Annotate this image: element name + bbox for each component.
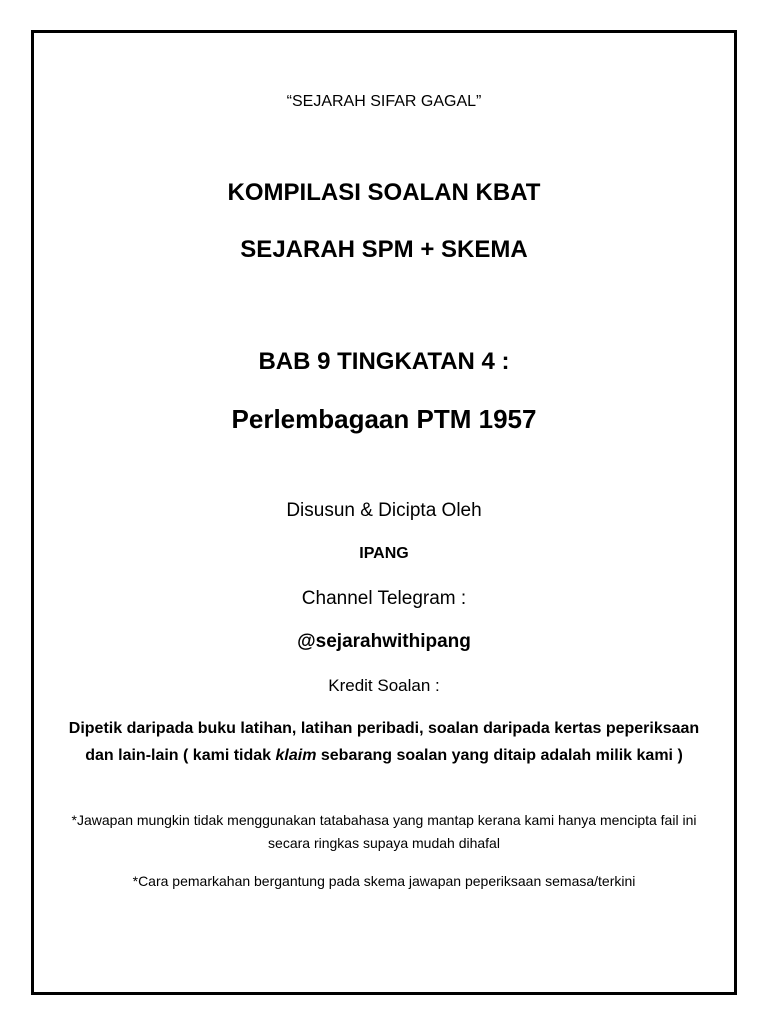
chapter-heading: BAB 9 TINGKATAN 4 :: [258, 348, 510, 375]
credit-text-emphasis: klaim: [275, 747, 317, 764]
telegram-channel-label: Channel Telegram :: [301, 588, 467, 609]
chapter-title: Perlembagaan PTM 1957: [231, 404, 537, 434]
grammar-note: *Jawapan mungkin tidak menggunakan tatabahasa yang mantap kerana kami hanya mencipta fail ini secara ringkas supaya mudah dihafal: [71, 812, 697, 851]
marking-note: *Cara pemarkahan bergantung pada skema jawapan peperiksaan semasa/terkini: [132, 873, 636, 889]
credit-text-start: Dipetik daripada buku latihan, latihan peribadi, soalan daripada kertas peperiksaan dan lain-lain ( kami tidak: [68, 720, 700, 764]
telegram-handle: @sejarahwithipang: [297, 631, 471, 652]
tagline: “SEJARAH SIFAR GAGAL”: [286, 93, 482, 110]
title-line-2: SEJARAH SPM + SKEMA: [240, 236, 528, 263]
credit-label: Kredit Soalan :: [328, 676, 440, 695]
title-line-1: KOMPILASI SOALAN KBAT: [227, 179, 541, 206]
author-name: IPANG: [359, 545, 409, 562]
credit-statement: [60, 715, 708, 769]
compiled-by-label: Disusun & Dicipta Oleh: [286, 500, 482, 521]
credit-text-end: sebarang soalan yang ditaip adalah milik kami ): [316, 747, 683, 764]
